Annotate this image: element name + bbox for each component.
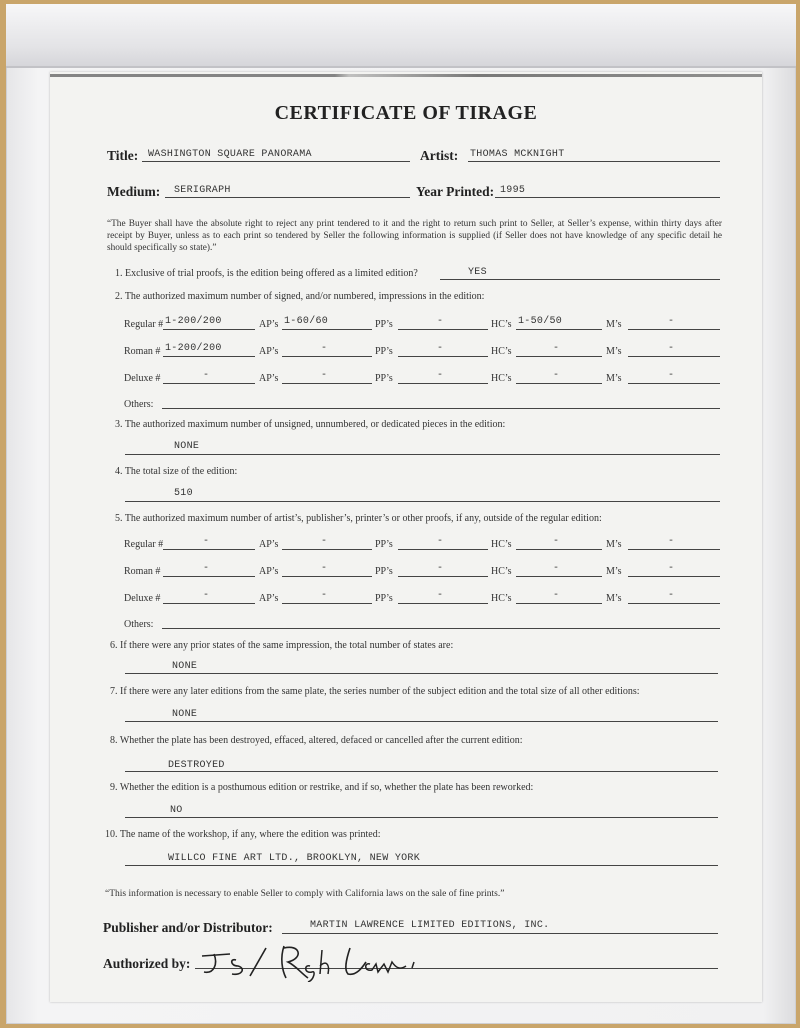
title-label: Title: [107,148,139,163]
proof-m-line [628,603,720,604]
edition-hc-label: HC’s [491,373,512,384]
edition-ap-line [282,383,372,384]
proof-m-value: - [668,536,675,547]
proof-hc-line [516,576,602,577]
edition-main-value: 1-200/200 [165,316,222,327]
proof-pp-label: PP’s [375,566,393,577]
edition-hc-line [516,383,602,384]
proof-m-value: - [668,563,675,574]
edition-hc-value: - [553,370,560,381]
proof-pp-value: - [437,563,444,574]
edition-main-value: 1-200/200 [165,343,222,354]
signature [200,942,460,982]
proof-main-value: - [203,536,210,547]
proof-ap-value: - [321,536,328,547]
edition-main-value: - [203,370,210,381]
edition-row-label: Roman # [124,346,161,357]
q6-answer: NONE [172,661,198,672]
edition-ap-label: AP’s [259,373,279,384]
q4-text: 4. The total size of the edition: [115,466,238,477]
edition-row-label: Deluxe # [124,373,161,384]
edition-pp-line [398,356,488,357]
q9-line [125,817,718,818]
proof-row-label: Roman # [124,566,161,577]
proof-ap-value: - [321,590,328,601]
proof-hc-label: HC’s [491,593,512,604]
top-rule [50,74,762,77]
q8-text: 8. Whether the plate has been destroyed, effaced, altered, defaced or cancelled after the current edition: [110,735,523,746]
edition-ap-label: AP’s [259,319,279,330]
q3-text: 3. The authorized maximum number of unsigned, unnumbered, or dedicated pieces in the edition: [115,419,506,430]
proof-m-value: - [668,590,675,601]
proof-main-line [163,576,255,577]
q4-answer: 510 [174,488,193,499]
proof-m-label: M’s [606,539,622,550]
title-line [142,161,410,162]
edition-ap-line [282,329,372,330]
closing-quote: “This information is necessary to enable Seller to comply with California laws on the sale of fine prints.” [105,889,505,899]
edition-hc-line [516,329,602,330]
year-line [495,197,720,198]
proof-hc-label: HC’s [491,539,512,550]
proof-m-label: M’s [606,593,622,604]
publisher-line [282,933,718,934]
edition-row-label: Regular # [124,319,164,330]
proof-pp-label: PP’s [375,539,393,550]
edition-ap-value: - [321,343,328,354]
edition-main-line [163,383,255,384]
proof-main-line [163,549,255,550]
q10-line [125,865,718,866]
proof-pp-label: PP’s [375,593,393,604]
proof-m-line [628,549,720,550]
edition-pp-label: PP’s [375,319,393,330]
q3-answer: NONE [174,441,200,452]
edition-m-value: - [668,370,675,381]
others-line-2 [162,628,720,629]
q7-line [125,721,718,722]
proof-ap-line [282,576,372,577]
edition-ap-label: AP’s [259,346,279,357]
edition-ap-line [282,356,372,357]
q5-text: 5. The authorized maximum number of artist’s, publisher’s, printer’s or other proofs, if any, outside of the regular edition: [115,513,602,524]
medium-value: SERIGRAPH [174,185,231,196]
proof-m-label: M’s [606,566,622,577]
authorized-label: Authorized by: [103,956,191,971]
q4-line [125,501,720,502]
proof-hc-line [516,549,602,550]
proof-hc-value: - [553,536,560,547]
q7-answer: NONE [172,709,198,720]
others-label: Others: [124,399,154,410]
edition-m-label: M’s [606,346,622,357]
edition-main-line [163,356,255,357]
artist-line [468,161,720,162]
q8-answer: DESTROYED [168,760,225,771]
proof-pp-line [398,603,488,604]
title-value: WASHINGTON SQUARE PANORAMA [148,149,312,160]
edition-pp-line [398,383,488,384]
edition-m-label: M’s [606,319,622,330]
proof-ap-line [282,603,372,604]
proof-main-value: - [203,563,210,574]
q10-answer: WILLCO FINE ART LTD., BROOKLYN, NEW YORK [168,853,421,864]
edition-hc-label: HC’s [491,346,512,357]
others-label-2: Others: [124,619,154,630]
proof-pp-value: - [437,590,444,601]
proof-m-line [628,576,720,577]
proof-ap-line [282,549,372,550]
proof-row-label: Regular # [124,539,164,550]
edition-m-value: - [668,316,675,327]
edition-ap-value: - [321,370,328,381]
q9-text: 9. Whether the edition is a posthumous edition or restrike, and if so, whether the plate has been reworked: [110,782,534,793]
proof-ap-label: AP’s [259,566,279,577]
edition-ap-value: 1-60/60 [284,316,329,327]
certificate-page [50,72,762,1002]
others-line [162,408,720,409]
q2-text: 2. The authorized maximum number of signed, and/or numbered, impressions in the edition: [115,291,485,302]
publisher-label: Publisher and/or Distributor: [103,920,273,935]
q1-answer: YES [468,267,487,278]
q8-line [125,771,718,772]
edition-hc-label: HC’s [491,319,512,330]
year-value: 1995 [500,185,526,196]
proof-hc-label: HC’s [491,566,512,577]
sleeve-seal [6,4,796,68]
q3-line [125,454,720,455]
proof-hc-value: - [553,590,560,601]
edition-pp-value: - [437,370,444,381]
q6-text: 6. If there were any prior states of the same impression, the total number of states are: [110,640,454,651]
proof-pp-line [398,549,488,550]
edition-pp-label: PP’s [375,346,393,357]
edition-m-line [628,329,720,330]
artist-label: Artist: [420,148,459,163]
q9-answer: NO [170,805,183,816]
edition-main-line [163,329,255,330]
publisher-value: MARTIN LAWRENCE LIMITED EDITIONS, INC. [310,920,550,931]
proof-pp-value: - [437,536,444,547]
edition-m-label: M’s [606,373,622,384]
medium-line [165,197,410,198]
q1-line [440,279,720,280]
q1-text: 1. Exclusive of trial proofs, is the edition being offered as a limited edition? [115,268,418,279]
proof-main-line [163,603,255,604]
q6-line [125,673,718,674]
edition-m-value: - [668,343,675,354]
edition-hc-value: 1-50/50 [518,316,563,327]
edition-pp-value: - [437,343,444,354]
proof-ap-value: - [321,563,328,574]
proof-hc-line [516,603,602,604]
edition-pp-value: - [437,316,444,327]
proof-hc-value: - [553,563,560,574]
edition-hc-line [516,356,602,357]
proof-ap-label: AP’s [259,593,279,604]
proof-row-label: Deluxe # [124,593,161,604]
year-label: Year Printed: [416,184,495,199]
proof-main-value: - [203,590,210,601]
certificate-title: CERTIFICATE OF TIRAGE [274,102,538,124]
proof-ap-label: AP’s [259,539,279,550]
proof-pp-line [398,576,488,577]
artist-value: THOMAS MCKNIGHT [470,149,565,160]
edition-hc-value: - [553,343,560,354]
q10-text: 10. The name of the workshop, if any, where the edition was printed: [105,829,381,840]
edition-m-line [628,383,720,384]
medium-label: Medium: [107,184,161,199]
edition-m-line [628,356,720,357]
edition-pp-line [398,329,488,330]
edition-pp-label: PP’s [375,373,393,384]
q7-text: 7. If there were any later editions from the same plate, the series number of the subject edition and the total size of all other editions: [110,686,640,697]
intro-quote: “The Buyer shall have the absolute right to reject any print tendered to it and the right to return such print to Seller, at Seller’s expense, within thirty days after receipt by Buyer, unless as to each print so tendered by Seller the following information is supplied (if Seller does not have knowledge of any specific detail he should specifically so state).” [107,219,722,253]
